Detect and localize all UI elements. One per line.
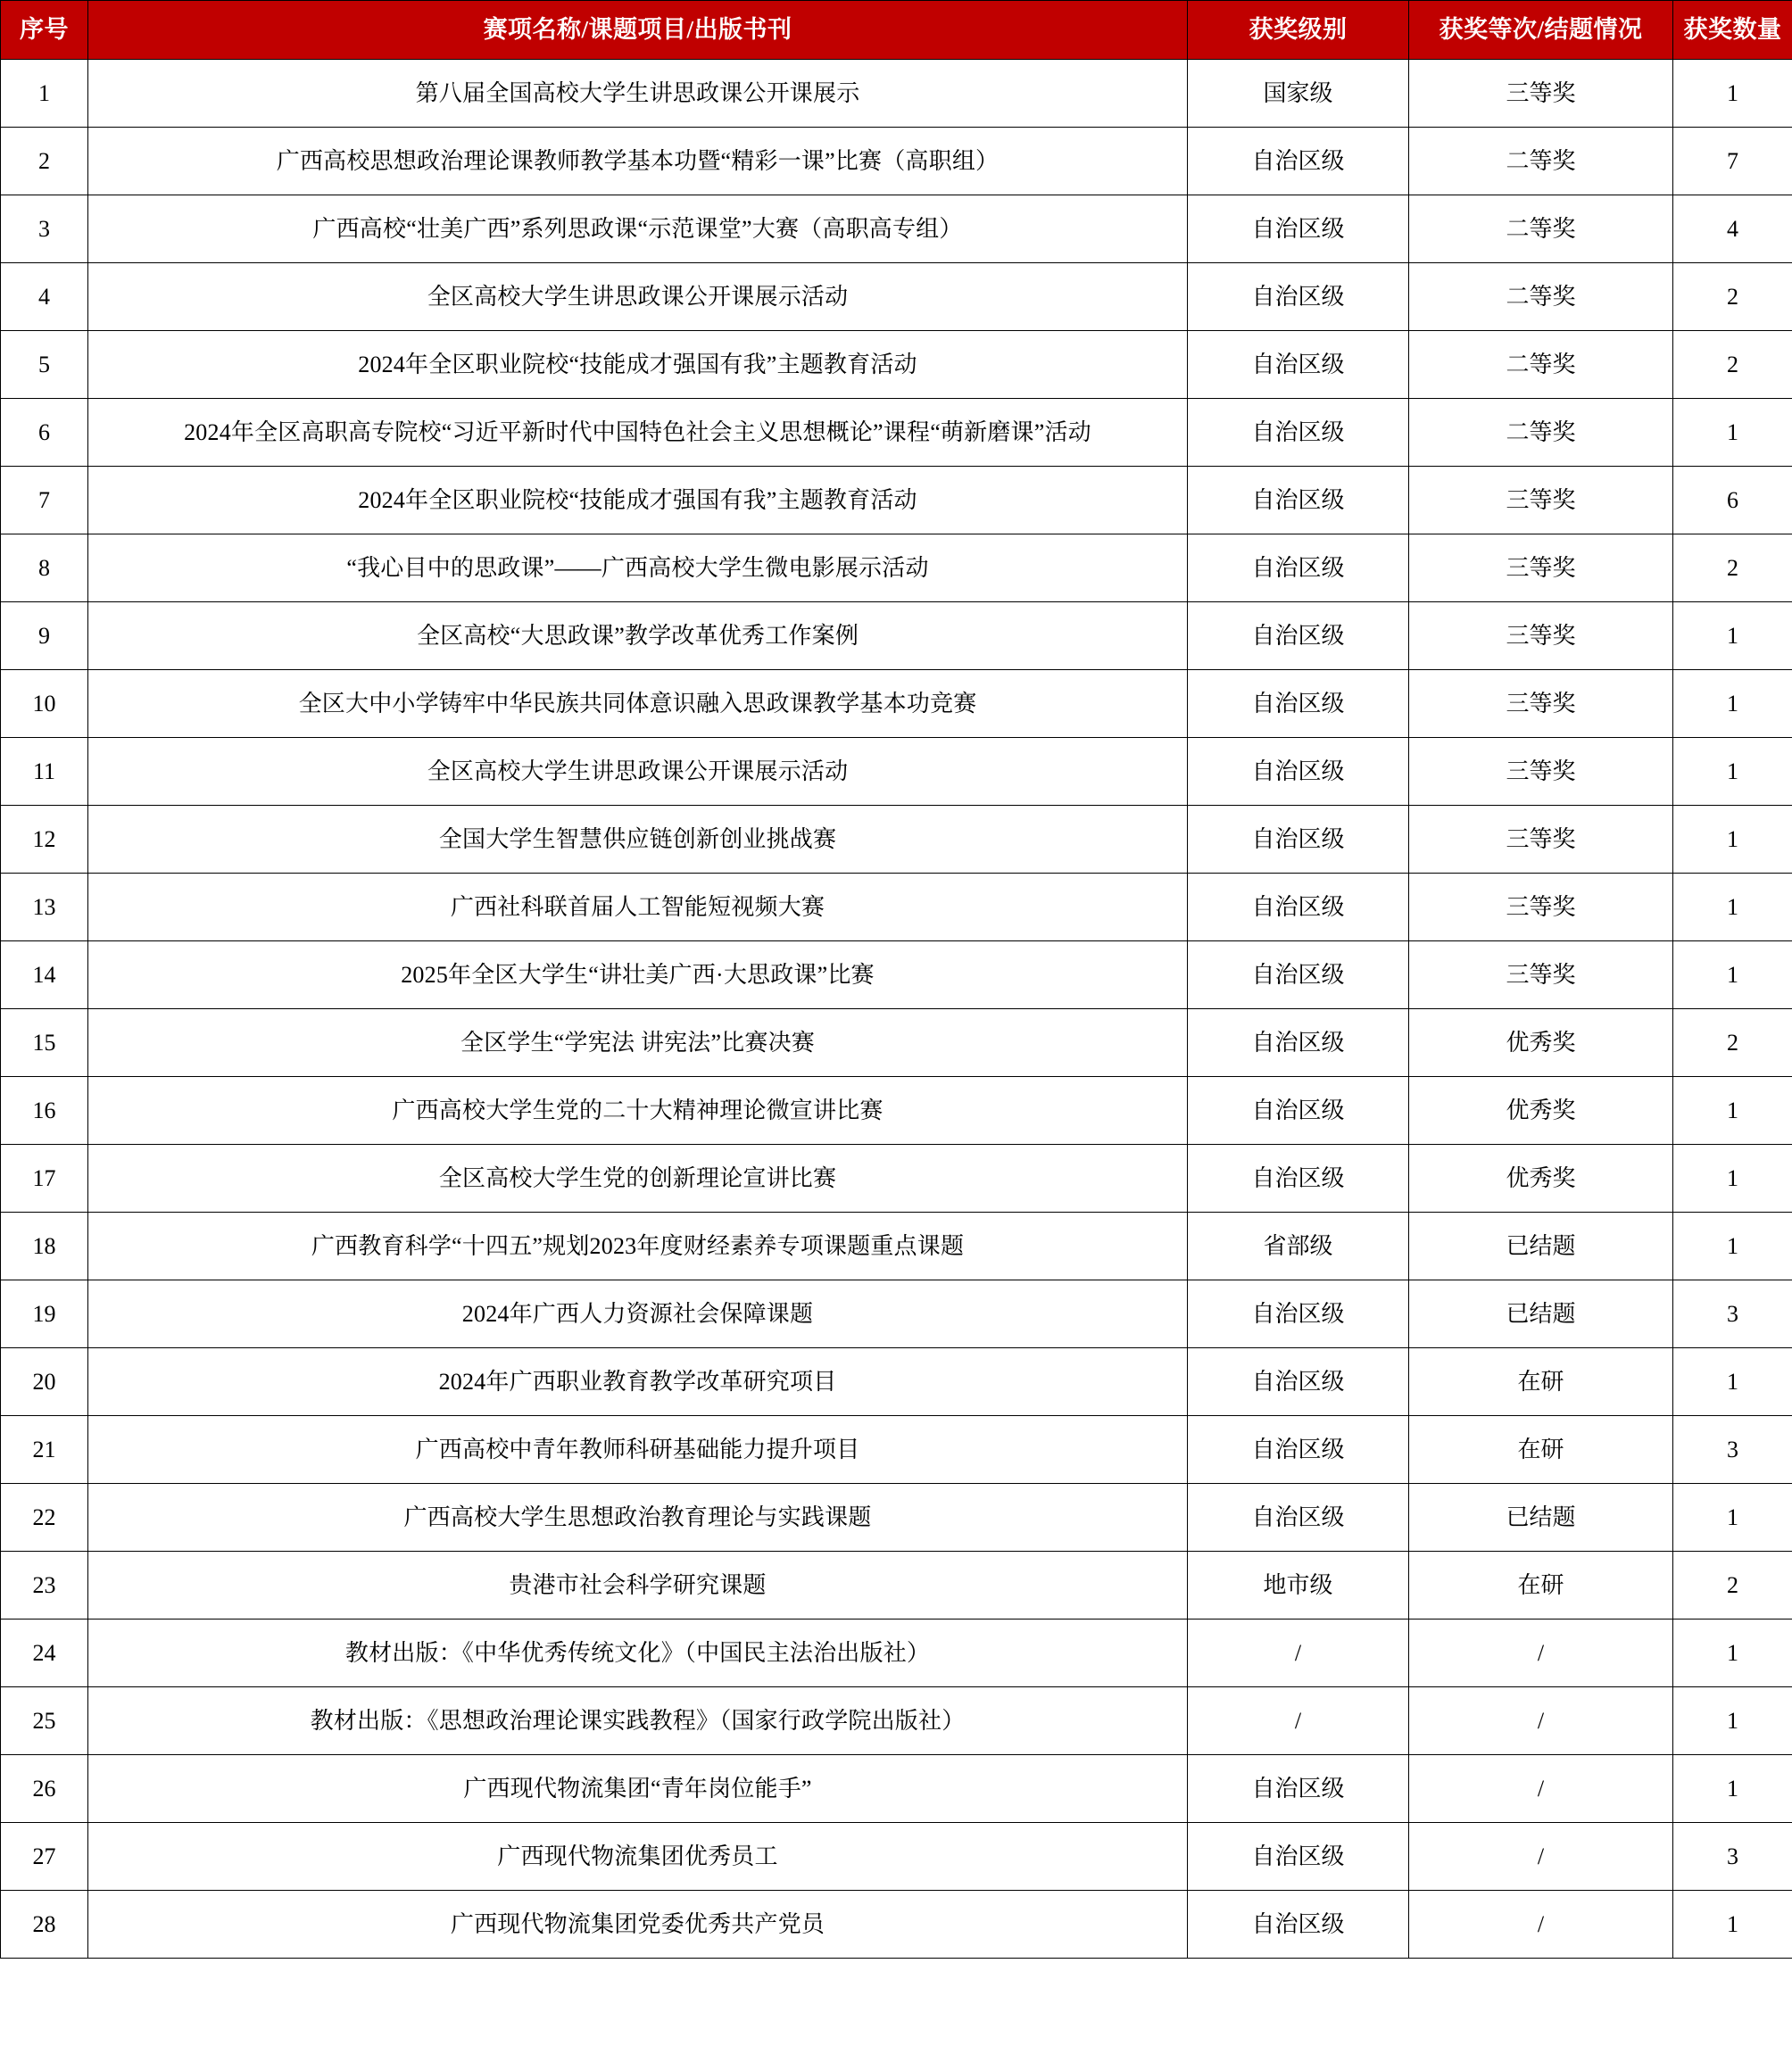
- cell-rank: 三等奖: [1409, 738, 1673, 806]
- cell-name: 全区高校大学生讲思政课公开课展示活动: [88, 263, 1188, 331]
- table-row: [1, 1620, 1792, 1687]
- cell-index: 23: [1, 1552, 88, 1620]
- cell-rank: 三等奖: [1409, 941, 1673, 1009]
- cell-name: 2024年全区职业院校“技能成才强国有我”主题教育活动: [88, 467, 1188, 534]
- cell-rank: 在研: [1409, 1416, 1673, 1484]
- table-row: [1, 1552, 1792, 1620]
- table-row: [1, 806, 1792, 874]
- cell-name: 全区高校大学生党的创新理论宣讲比赛: [88, 1145, 1188, 1213]
- cell-count: 1: [1673, 60, 1792, 128]
- cell-name: 广西高校中青年教师科研基础能力提升项目: [88, 1416, 1188, 1484]
- cell-index: 8: [1, 534, 88, 602]
- table-row: [1, 1145, 1792, 1213]
- table-row: [1, 263, 1792, 331]
- cell-level: 自治区级: [1188, 670, 1409, 738]
- cell-level: 自治区级: [1188, 263, 1409, 331]
- cell-count: 3: [1673, 1416, 1792, 1484]
- cell-index: 27: [1, 1823, 88, 1891]
- cell-level: 自治区级: [1188, 1484, 1409, 1552]
- cell-index: 25: [1, 1687, 88, 1755]
- cell-name: 2024年全区职业院校“技能成才强国有我”主题教育活动: [88, 331, 1188, 399]
- table-row: [1, 738, 1792, 806]
- cell-index: 13: [1, 874, 88, 941]
- cell-rank: 已结题: [1409, 1213, 1673, 1280]
- cell-name: 全区高校大学生讲思政课公开课展示活动: [88, 738, 1188, 806]
- cell-count: 1: [1673, 806, 1792, 874]
- cell-rank: 二等奖: [1409, 331, 1673, 399]
- table-row: [1, 941, 1792, 1009]
- cell-count: 6: [1673, 467, 1792, 534]
- cell-count: 1: [1673, 1755, 1792, 1823]
- cell-count: 2: [1673, 534, 1792, 602]
- cell-name: 全国大学生智慧供应链创新创业挑战赛: [88, 806, 1188, 874]
- table-row: [1, 874, 1792, 941]
- table-row: [1, 128, 1792, 195]
- cell-name: 2024年全区高职高专院校“习近平新时代中国特色社会主义思想概论”课程“萌新磨课”活动: [88, 399, 1188, 467]
- cell-name: 全区高校“大思政课”教学改革优秀工作案例: [88, 602, 1188, 670]
- cell-count: 3: [1673, 1823, 1792, 1891]
- cell-rank: /: [1409, 1891, 1673, 1959]
- cell-level: 自治区级: [1188, 1348, 1409, 1416]
- table-body: [1, 60, 1792, 1959]
- table-row: [1, 602, 1792, 670]
- cell-index: 17: [1, 1145, 88, 1213]
- cell-level: 国家级: [1188, 60, 1409, 128]
- cell-count: 1: [1673, 670, 1792, 738]
- cell-name: 广西高校大学生党的二十大精神理论微宣讲比赛: [88, 1077, 1188, 1145]
- table-row: [1, 1891, 1792, 1959]
- cell-level: 地市级: [1188, 1552, 1409, 1620]
- cell-count: 1: [1673, 602, 1792, 670]
- cell-level: 自治区级: [1188, 534, 1409, 602]
- cell-index: 11: [1, 738, 88, 806]
- cell-index: 18: [1, 1213, 88, 1280]
- cell-name: 教材出版：《思想政治理论课实践教程》（国家行政学院出版社）: [88, 1687, 1188, 1755]
- table-row: [1, 1077, 1792, 1145]
- cell-name: 广西高校“壮美广西”系列思政课“示范课堂”大赛（高职高专组）: [88, 195, 1188, 263]
- cell-count: 1: [1673, 1077, 1792, 1145]
- cell-level: 自治区级: [1188, 1891, 1409, 1959]
- cell-rank: 三等奖: [1409, 602, 1673, 670]
- cell-rank: /: [1409, 1687, 1673, 1755]
- cell-rank: 已结题: [1409, 1484, 1673, 1552]
- cell-index: 16: [1, 1077, 88, 1145]
- cell-count: 1: [1673, 399, 1792, 467]
- cell-name: 广西高校大学生思想政治教育理论与实践课题: [88, 1484, 1188, 1552]
- table-row: [1, 1755, 1792, 1823]
- header-name: 赛项名称/课题项目/出版书刊: [88, 1, 1188, 60]
- cell-name: 全区大中小学铸牢中华民族共同体意识融入思政课教学基本功竞赛: [88, 670, 1188, 738]
- cell-name: 贵港市社会科学研究课题: [88, 1552, 1188, 1620]
- cell-level: 自治区级: [1188, 941, 1409, 1009]
- cell-name: “我心目中的思政课”——广西高校大学生微电影展示活动: [88, 534, 1188, 602]
- cell-count: 2: [1673, 1552, 1792, 1620]
- cell-level: 自治区级: [1188, 1416, 1409, 1484]
- cell-count: 2: [1673, 263, 1792, 331]
- cell-index: 5: [1, 331, 88, 399]
- header-count: 获奖数量: [1673, 1, 1792, 60]
- header-row: [1, 1, 1792, 60]
- cell-index: 2: [1, 128, 88, 195]
- table-row: [1, 1009, 1792, 1077]
- table-row: [1, 1416, 1792, 1484]
- cell-level: 自治区级: [1188, 399, 1409, 467]
- cell-index: 6: [1, 399, 88, 467]
- cell-rank: 二等奖: [1409, 263, 1673, 331]
- cell-rank: 已结题: [1409, 1280, 1673, 1348]
- cell-level: 自治区级: [1188, 467, 1409, 534]
- cell-index: 1: [1, 60, 88, 128]
- cell-level: 自治区级: [1188, 128, 1409, 195]
- cell-index: 28: [1, 1891, 88, 1959]
- cell-rank: 三等奖: [1409, 534, 1673, 602]
- cell-level: 自治区级: [1188, 1077, 1409, 1145]
- cell-rank: 三等奖: [1409, 806, 1673, 874]
- cell-level: /: [1188, 1620, 1409, 1687]
- cell-index: 9: [1, 602, 88, 670]
- cell-count: 4: [1673, 195, 1792, 263]
- cell-level: 自治区级: [1188, 602, 1409, 670]
- cell-index: 19: [1, 1280, 88, 1348]
- cell-index: 20: [1, 1348, 88, 1416]
- cell-count: 7: [1673, 128, 1792, 195]
- cell-rank: 三等奖: [1409, 467, 1673, 534]
- cell-level: /: [1188, 1687, 1409, 1755]
- cell-level: 自治区级: [1188, 1280, 1409, 1348]
- cell-rank: 三等奖: [1409, 670, 1673, 738]
- cell-name: 广西现代物流集团优秀员工: [88, 1823, 1188, 1891]
- cell-name: 第八届全国高校大学生讲思政课公开课展示: [88, 60, 1188, 128]
- cell-index: 24: [1, 1620, 88, 1687]
- table-row: [1, 399, 1792, 467]
- header-index: 序号: [1, 1, 88, 60]
- table-row: [1, 1280, 1792, 1348]
- table-row: [1, 195, 1792, 263]
- header-rank: 获奖等次/结题情况: [1409, 1, 1673, 60]
- cell-count: 2: [1673, 331, 1792, 399]
- cell-count: 1: [1673, 1891, 1792, 1959]
- cell-index: 22: [1, 1484, 88, 1552]
- header-level: 获奖级别: [1188, 1, 1409, 60]
- table-row: [1, 1823, 1792, 1891]
- cell-rank: 优秀奖: [1409, 1145, 1673, 1213]
- table-row: [1, 1484, 1792, 1552]
- cell-rank: 在研: [1409, 1552, 1673, 1620]
- cell-count: 1: [1673, 1213, 1792, 1280]
- cell-count: 2: [1673, 1009, 1792, 1077]
- cell-level: 自治区级: [1188, 874, 1409, 941]
- cell-index: 7: [1, 467, 88, 534]
- table-row: [1, 1348, 1792, 1416]
- cell-rank: 三等奖: [1409, 60, 1673, 128]
- cell-name: 2025年全区大学生“讲壮美广西·大思政课”比赛: [88, 941, 1188, 1009]
- cell-name: 全区学生“学宪法 讲宪法”比赛决赛: [88, 1009, 1188, 1077]
- cell-name: 2024年广西人力资源社会保障课题: [88, 1280, 1188, 1348]
- cell-name: 教材出版：《中华优秀传统文化》（中国民主法治出版社）: [88, 1620, 1188, 1687]
- cell-index: 12: [1, 806, 88, 874]
- cell-count: 1: [1673, 1687, 1792, 1755]
- cell-count: 1: [1673, 738, 1792, 806]
- cell-rank: 三等奖: [1409, 874, 1673, 941]
- cell-count: 1: [1673, 874, 1792, 941]
- cell-count: 1: [1673, 1484, 1792, 1552]
- cell-rank: /: [1409, 1755, 1673, 1823]
- cell-count: 1: [1673, 1620, 1792, 1687]
- table-row: [1, 331, 1792, 399]
- cell-level: 自治区级: [1188, 806, 1409, 874]
- cell-rank: 二等奖: [1409, 128, 1673, 195]
- cell-level: 省部级: [1188, 1213, 1409, 1280]
- cell-level: 自治区级: [1188, 195, 1409, 263]
- table-header: [1, 1, 1792, 60]
- cell-index: 14: [1, 941, 88, 1009]
- cell-name: 广西现代物流集团“青年岗位能手”: [88, 1755, 1188, 1823]
- cell-name: 广西社科联首届人工智能短视频大赛: [88, 874, 1188, 941]
- cell-index: 15: [1, 1009, 88, 1077]
- table-row: [1, 1213, 1792, 1280]
- cell-rank: /: [1409, 1620, 1673, 1687]
- cell-level: 自治区级: [1188, 331, 1409, 399]
- cell-count: 3: [1673, 1280, 1792, 1348]
- cell-count: 1: [1673, 1145, 1792, 1213]
- cell-level: 自治区级: [1188, 1009, 1409, 1077]
- cell-name: 广西高校思想政治理论课教师教学基本功暨“精彩一课”比赛（高职组）: [88, 128, 1188, 195]
- table-row: [1, 1687, 1792, 1755]
- table-row: [1, 670, 1792, 738]
- table-row: [1, 534, 1792, 602]
- cell-index: 4: [1, 263, 88, 331]
- cell-index: 21: [1, 1416, 88, 1484]
- cell-level: 自治区级: [1188, 1755, 1409, 1823]
- cell-rank: 二等奖: [1409, 399, 1673, 467]
- cell-rank: 优秀奖: [1409, 1009, 1673, 1077]
- cell-name: 广西现代物流集团党委优秀共产党员: [88, 1891, 1188, 1959]
- cell-rank: 二等奖: [1409, 195, 1673, 263]
- cell-level: 自治区级: [1188, 738, 1409, 806]
- cell-rank: /: [1409, 1823, 1673, 1891]
- cell-name: 广西教育科学“十四五”规划2023年度财经素养专项课题重点课题: [88, 1213, 1188, 1280]
- table-row: [1, 60, 1792, 128]
- cell-level: 自治区级: [1188, 1145, 1409, 1213]
- cell-rank: 在研: [1409, 1348, 1673, 1416]
- cell-name: 2024年广西职业教育教学改革研究项目: [88, 1348, 1188, 1416]
- cell-level: 自治区级: [1188, 1823, 1409, 1891]
- cell-index: 3: [1, 195, 88, 263]
- cell-rank: 优秀奖: [1409, 1077, 1673, 1145]
- cell-count: 1: [1673, 1348, 1792, 1416]
- cell-index: 10: [1, 670, 88, 738]
- cell-count: 1: [1673, 941, 1792, 1009]
- cell-index: 26: [1, 1755, 88, 1823]
- table-row: [1, 467, 1792, 534]
